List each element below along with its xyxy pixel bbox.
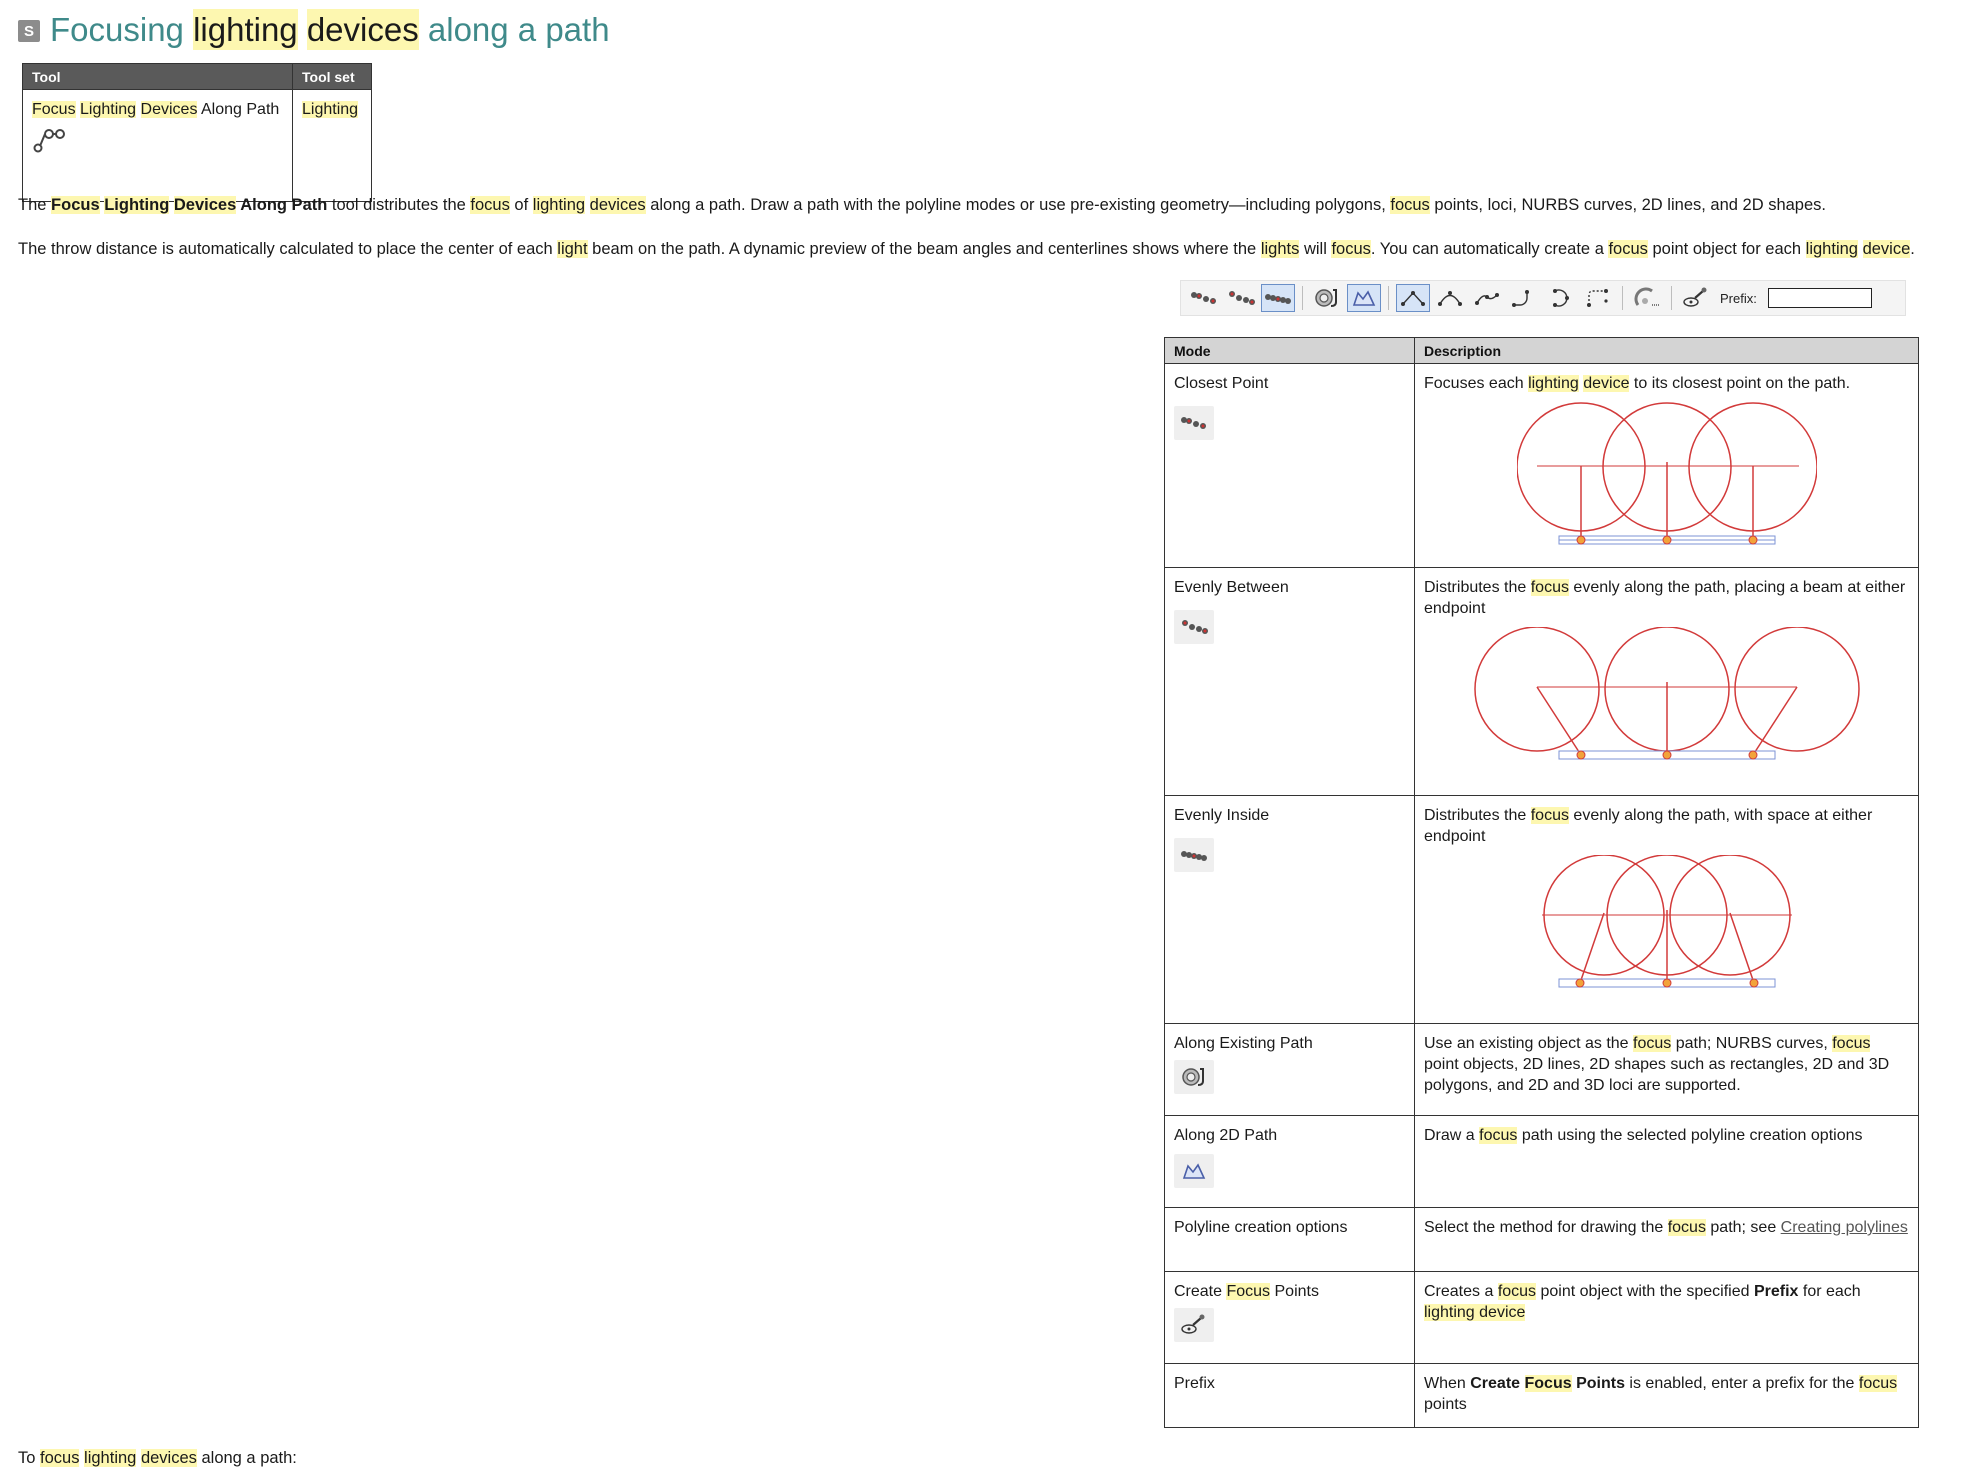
preferences-icon (1632, 287, 1662, 309)
desc-text: path using the selected polyline creation options (1517, 1127, 1863, 1144)
desc-bold: Points (1571, 1375, 1625, 1392)
desc-highlight: focus (1530, 807, 1569, 824)
mode-cell (1165, 796, 1415, 1024)
along-2d-path-mode-button[interactable] (1347, 284, 1381, 312)
p1-t6: points, loci, NURBS curves, 2D lines, and 2D shapes. (1429, 196, 1826, 214)
closest-point-icon (1189, 289, 1219, 307)
mode-label-highlight: Focus (1226, 1283, 1271, 1300)
desc-highlight: focus (1667, 1219, 1706, 1236)
tool-cell (23, 90, 293, 202)
p2-t4: . You can automatically create a (1370, 240, 1609, 258)
evenly-between-icon (1174, 610, 1214, 644)
tangent-arc-icon (1510, 287, 1538, 309)
desc-text: for each (1798, 1283, 1861, 1300)
toolset-header: Tool set (293, 64, 372, 90)
p3-t1: To (18, 1449, 41, 1467)
desc-text: evenly along the path, with space at either endpoint (1424, 807, 1873, 845)
toolbar-separator (1388, 286, 1389, 310)
p1-h2: lighting (532, 196, 586, 214)
polyline-arc-vertex-button[interactable] (1581, 284, 1615, 312)
mode-cell (1165, 1272, 1415, 1364)
evenly-inside-icon (1174, 838, 1214, 872)
mode-label: Closest Point (1174, 375, 1269, 392)
mode-label: Prefix (1174, 1375, 1215, 1392)
desc-text: Creates a (1424, 1283, 1498, 1300)
p1-h1: focus (470, 196, 510, 214)
description-cell (1415, 1116, 1919, 1208)
description-header: Description (1415, 338, 1919, 364)
table-row (1165, 1272, 1919, 1364)
desc-text: Focuses each (1424, 375, 1529, 392)
toolbar-separator (1671, 286, 1672, 310)
evenly-between-diagram (1467, 627, 1867, 767)
table-row (1165, 1116, 1919, 1208)
desc-text: points (1424, 1396, 1467, 1413)
mode-cell (1165, 1364, 1415, 1428)
desc-text: point objects, 2D lines, 2D shapes such as rectangles, 2D and 3D polygons, and 2D and 3D loci are supported. (1424, 1056, 1890, 1094)
mode-label: Along 2D Path (1174, 1127, 1278, 1144)
tool-name-rest: Along Path (201, 101, 280, 118)
focus-point-icon (1681, 287, 1711, 309)
polyline-corner-vertex-button[interactable] (1396, 284, 1430, 312)
table-row (1165, 568, 1919, 796)
evenly-inside-icon (1263, 289, 1293, 307)
title-hl2: devices (306, 11, 419, 48)
p1-b2: Lighting (104, 196, 170, 214)
desc-highlight: device (1583, 375, 1630, 392)
tool-name-focus: Focus (32, 101, 76, 118)
table-row (1165, 1364, 1919, 1428)
p2-t3: will (1299, 240, 1332, 258)
desc-highlight: focus (1633, 1035, 1672, 1052)
desc-text: Draw a (1424, 1127, 1480, 1144)
p2-h4: focus (1608, 240, 1648, 258)
mode-label: Points (1270, 1283, 1319, 1300)
mode-label: Polyline creation options (1174, 1219, 1348, 1236)
2d-path-icon (1350, 287, 1378, 309)
p2-t1: The throw distance is automatically calculated to place the center of each (18, 240, 558, 258)
table-row (1165, 1024, 1919, 1116)
mode-cell (1165, 364, 1415, 568)
p3-h1: focus (40, 1449, 80, 1467)
polyline-tangent-arc-button[interactable] (1507, 284, 1541, 312)
toolset-cell (293, 90, 372, 202)
focus-along-path-tool-icon (32, 127, 66, 153)
tool-name-lighting: Lighting (80, 101, 137, 118)
description-cell (1415, 796, 1919, 1024)
desc-text: evenly along the path, placing a beam at either endpoint (1424, 579, 1906, 617)
p1-t5: along a path. Draw a path with the polyline modes or use pre-existing geometry—including polygons, (645, 196, 1391, 214)
desc-highlight: focus (1858, 1375, 1898, 1392)
p1-b1: Focus (51, 196, 100, 214)
desc-highlight: lighting (1424, 1304, 1475, 1321)
desc-text: path; NURBS curves, (1671, 1035, 1833, 1052)
creating-polylines-link[interactable]: Creating polylines (1780, 1219, 1908, 1236)
desc-text: When (1424, 1375, 1471, 1392)
p1-t1: The (18, 196, 52, 214)
mode-label: Create (1174, 1283, 1227, 1300)
p3-t4: along a path: (196, 1449, 297, 1467)
mode-label: Along Existing Path (1174, 1035, 1313, 1052)
description-cell (1415, 364, 1919, 568)
p2-t7: . (1910, 240, 1915, 258)
title-part1: Focusing (50, 11, 184, 48)
prefix-input[interactable] (1768, 288, 1872, 308)
description-cell (1415, 1208, 1919, 1272)
title-hl1: lighting (193, 11, 298, 48)
preferences-button[interactable] (1630, 284, 1664, 312)
p2-t6 (1858, 240, 1863, 258)
table-row (1165, 364, 1919, 568)
desc-text: to its closest point on the path. (1629, 375, 1851, 392)
desc-highlight: focus (1479, 1127, 1518, 1144)
tool-name-devices: Devices (140, 101, 198, 118)
evenly-inside-diagram (1532, 855, 1802, 995)
p1-t3: of (509, 196, 533, 214)
create-focus-points-button[interactable] (1679, 284, 1713, 312)
point-on-arc-icon (1547, 287, 1575, 309)
p1-b3: Devices (173, 196, 237, 214)
desc-bold-highlight: Focus (1524, 1375, 1572, 1392)
p3-h3: devices (140, 1449, 197, 1467)
mode-cell (1165, 1208, 1415, 1272)
corner-vertex-icon (1399, 287, 1427, 309)
cubic-vertex-icon (1473, 287, 1501, 309)
evenly-between-mode-button[interactable] (1224, 284, 1258, 312)
toolbar-separator (1302, 286, 1303, 310)
desc-text: path; see (1705, 1219, 1781, 1236)
mode-cell (1165, 1116, 1415, 1208)
tool-header: Tool (23, 64, 293, 90)
polyline-point-on-arc-button[interactable] (1544, 284, 1578, 312)
polyline-cubic-vertex-button[interactable] (1470, 284, 1504, 312)
table-row (1165, 796, 1919, 1024)
desc-text: point object with the specified (1536, 1283, 1754, 1300)
page-title (18, 4, 610, 56)
desc-highlight: focus (1530, 579, 1569, 596)
mode-table (1164, 337, 1919, 1428)
p2-h3: focus (1331, 240, 1371, 258)
p2-h2: lights (1260, 240, 1300, 258)
desc-text: Distributes the (1424, 579, 1531, 596)
toolbar-separator (1622, 286, 1623, 310)
mode-toolbar (1180, 280, 1906, 316)
mode-header: Mode (1165, 338, 1415, 364)
p2-h6: device (1862, 240, 1911, 258)
p1-t2: tool distributes the (327, 196, 471, 214)
closest-point-icon (1174, 406, 1214, 440)
mode-cell (1165, 568, 1415, 796)
desc-highlight: device (1479, 1304, 1526, 1321)
mode-cell (1165, 1024, 1415, 1116)
desc-bold: Create (1470, 1375, 1525, 1392)
p1-h3: devices (589, 196, 646, 214)
desc-text: Use an existing object as the (1424, 1035, 1634, 1052)
intro-paragraph (18, 196, 1826, 215)
p2-t2: beam on the path. A dynamic preview of the beam angles and centerlines shows where the (587, 240, 1261, 258)
description-cell (1415, 1272, 1919, 1364)
focus-point-icon (1174, 1308, 1214, 1342)
description-cell (1415, 1364, 1919, 1428)
section-s-icon: S (18, 20, 40, 42)
prefix-label: Prefix: (1720, 290, 1757, 306)
desc-text: Select the method for drawing the (1424, 1219, 1668, 1236)
evenly-between-icon (1226, 289, 1256, 307)
evenly-inside-mode-button[interactable] (1261, 284, 1295, 312)
p2-h5: lighting (1805, 240, 1858, 258)
along-existing-path-mode-button[interactable] (1310, 284, 1344, 312)
closest-point-diagram (1517, 402, 1817, 552)
desc-text: Distributes the (1424, 807, 1531, 824)
existing-path-icon (1312, 287, 1342, 309)
desc-text: is enabled, enter a prefix for the (1624, 1375, 1859, 1392)
mode-label: Evenly Between (1174, 579, 1289, 596)
p2-h1: light (557, 240, 588, 258)
p1-h4: focus (1390, 196, 1430, 214)
2d-path-icon (1174, 1154, 1214, 1188)
title-part2: along a path (427, 11, 610, 48)
closest-point-mode-button[interactable] (1187, 284, 1221, 312)
mode-label: Evenly Inside (1174, 807, 1270, 824)
toolset-name: Lighting (302, 101, 359, 118)
table-row (1165, 1208, 1919, 1272)
p2-t5: point object for each (1647, 240, 1806, 258)
bezier-vertex-icon (1436, 287, 1464, 309)
arc-vertex-icon (1584, 287, 1612, 309)
description-cell (1415, 1024, 1919, 1116)
throw-distance-paragraph (18, 240, 1915, 259)
existing-path-icon (1174, 1060, 1214, 1094)
p1-b4: Along Path (236, 196, 328, 214)
tool-table (22, 63, 372, 202)
polyline-bezier-vertex-button[interactable] (1433, 284, 1467, 312)
desc-highlight: lighting (1528, 375, 1579, 392)
p1-t4 (585, 196, 590, 214)
desc-highlight: focus (1497, 1283, 1537, 1300)
desc-bold: Prefix (1753, 1283, 1799, 1300)
description-cell (1415, 568, 1919, 796)
procedure-intro (18, 1449, 297, 1468)
desc-highlight: focus (1832, 1035, 1871, 1052)
p3-h2: lighting (84, 1449, 137, 1467)
